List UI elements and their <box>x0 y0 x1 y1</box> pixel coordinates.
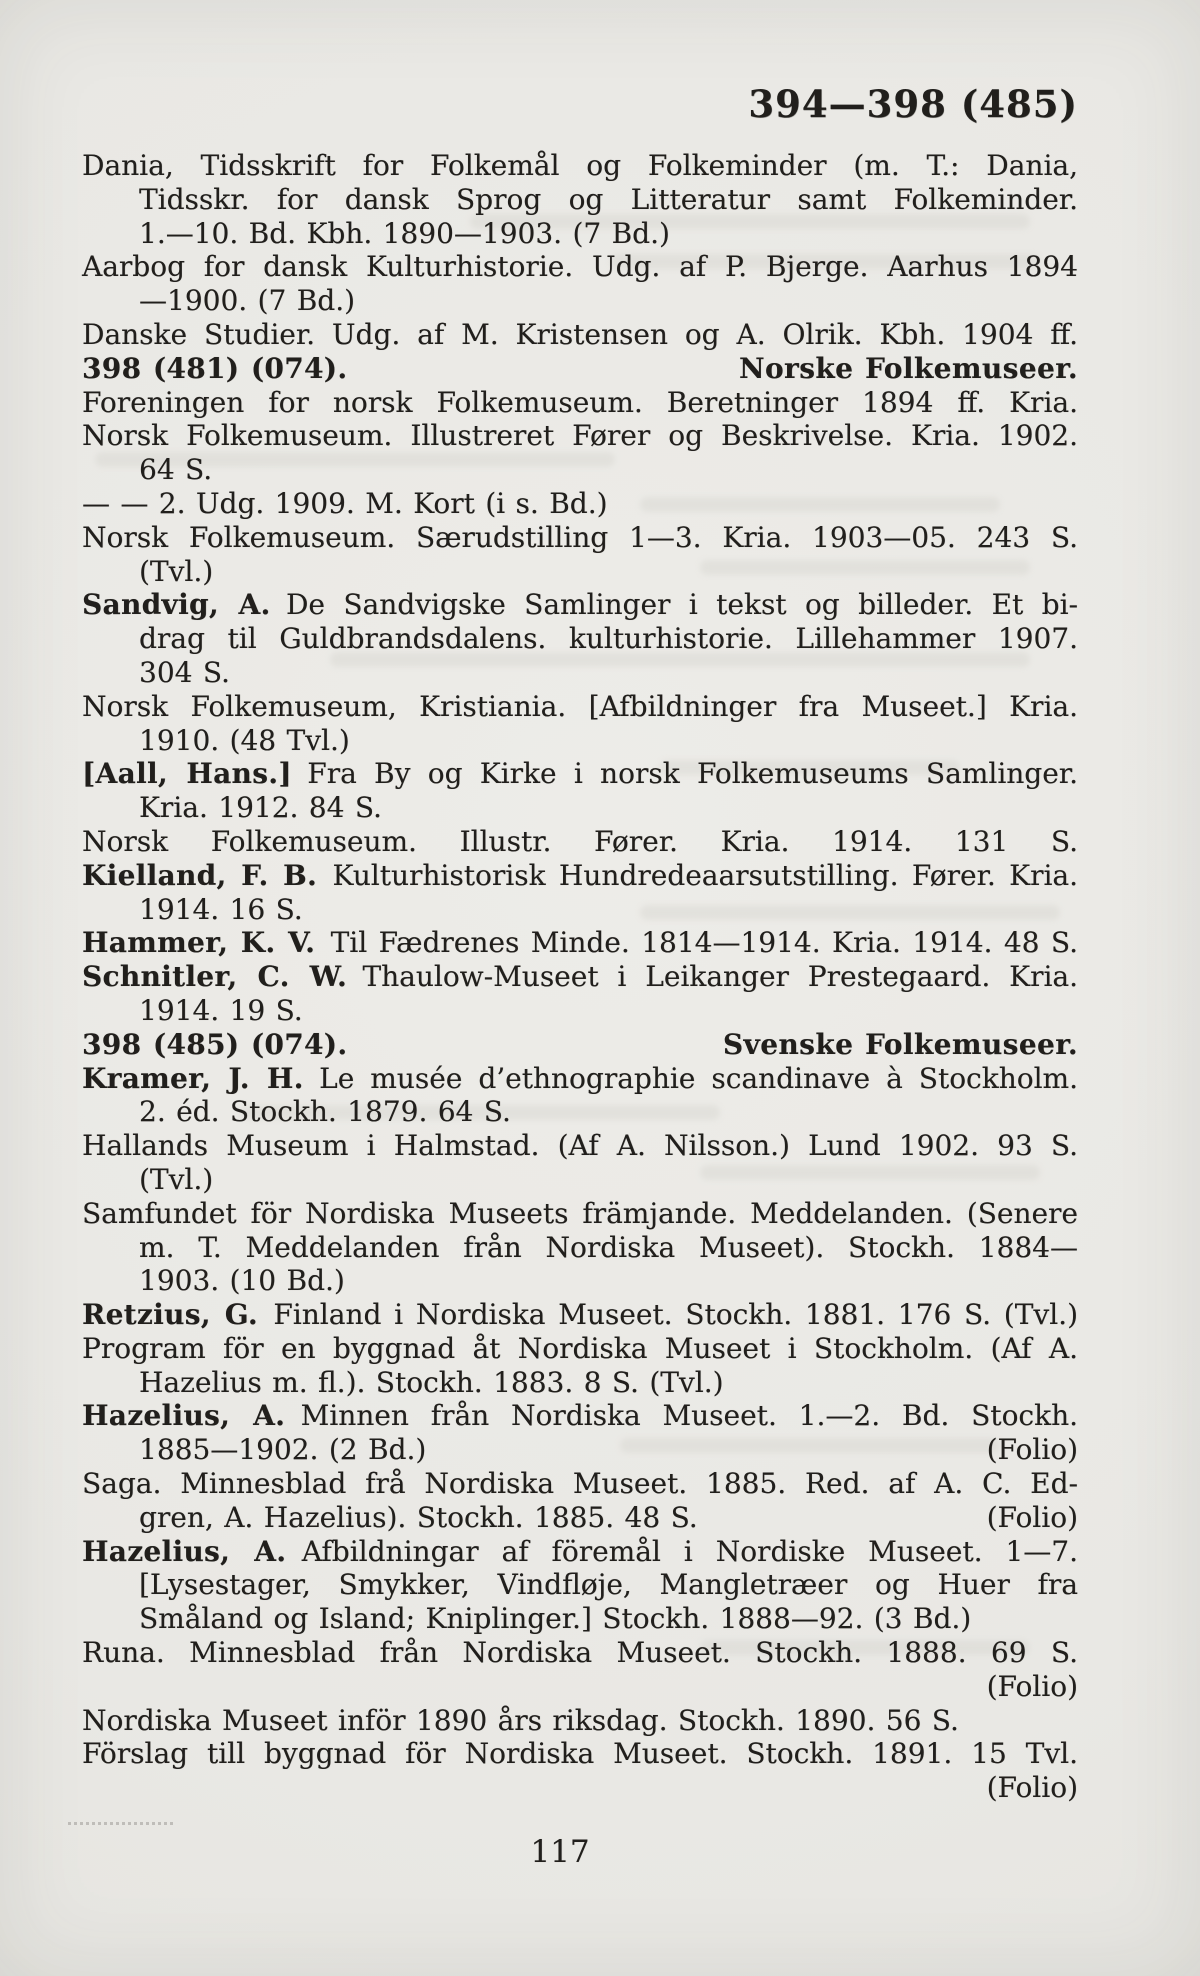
line-left <box>82 1332 1078 1365</box>
entry-text: Förslag till byggnad för Nordiska Museet. Stockh. 1891. 15 Tvl. <box>82 1737 1078 1771</box>
line-left <box>82 1399 1078 1432</box>
text-line <box>82 1231 1078 1265</box>
text-line <box>82 1399 1078 1433</box>
text-line <box>82 183 1078 217</box>
entry-text: Afbildningar af föremål i Nordiske Museet. 1—7. <box>301 1534 1078 1568</box>
text-line <box>82 1433 1078 1467</box>
entry-text: Kulturhistorisk Hundredeaarsutstilling. Fører. Kria. <box>332 858 1078 892</box>
text-line <box>82 791 1078 825</box>
entry-text: —1900. (7 Bd.) <box>139 284 356 318</box>
entry-text: — — 2. Udg. 1909. M. Kort (i s. Bd.) <box>82 486 608 520</box>
entry-text: 1.—10. Bd. Kbh. 1890—1903. (7 Bd.) <box>139 216 670 250</box>
running-head-page-range: 394—398 (485) <box>748 82 1078 126</box>
line-left <box>82 318 1078 351</box>
text-line <box>82 960 1078 994</box>
text-line <box>82 724 1078 758</box>
page-number: 117 <box>530 1834 590 1870</box>
text-line <box>82 1602 1078 1636</box>
text-line <box>82 419 1078 453</box>
entry-text: 304 S. <box>139 655 230 689</box>
line-left <box>82 1062 1078 1095</box>
line-left <box>82 1535 1078 1568</box>
line-left <box>139 1602 971 1635</box>
line-left <box>82 1197 1078 1230</box>
text-line <box>82 1095 1078 1129</box>
entry-text: Saga. Minnesblad frå Nordiska Museet. 1885. Red. af A. C. Ed- <box>82 1467 1078 1501</box>
entry-text: 1910. (48 Tvl.) <box>139 723 350 757</box>
text-line <box>82 859 1078 893</box>
entry-text: Tidsskr. for dansk Sprog og Litteratur samt Folkeminder. <box>139 182 1078 216</box>
entry-text: De Sandvigske Samlinger i tekst og billeder. Et bi- <box>285 588 1078 622</box>
line-left <box>139 994 303 1027</box>
entry-text: Runa. Minnesblad från Nordiska Museet. Stockh. 1888. 69 S. <box>82 1636 1078 1670</box>
line-left <box>82 521 1078 554</box>
line-left <box>82 250 1078 283</box>
author-name: Sandvig, A. <box>82 588 271 622</box>
text-line <box>82 588 1078 622</box>
entry-text: Til Fædrenes Minde. 1814—1914. Kria. 1914. 48 S. <box>330 926 1078 960</box>
bibliography-text-block <box>82 149 1078 1805</box>
section-heading-line <box>82 1028 1078 1062</box>
text-line <box>82 1737 1078 1771</box>
text-line <box>82 1501 1078 1535</box>
text-line <box>82 622 1078 656</box>
text-line <box>82 521 1078 555</box>
text-line <box>82 1704 1078 1738</box>
entry-text: (Tvl.) <box>139 554 214 588</box>
text-line <box>82 1771 1078 1805</box>
text-line <box>82 1568 1078 1602</box>
line-left <box>139 555 213 588</box>
author-name: [Aall, Hans.] <box>82 757 292 791</box>
line-left <box>139 791 382 824</box>
text-line <box>82 555 1078 589</box>
entry-text: Le musée d’ethnographie scandinave à Stockholm. <box>319 1061 1079 1095</box>
line-left <box>82 926 1078 959</box>
line-left <box>82 1737 1078 1770</box>
line-left <box>82 588 1078 621</box>
line-left <box>82 960 1078 993</box>
line-left <box>82 757 1078 790</box>
text-line <box>82 690 1078 724</box>
entry-text: drag til Guldbrandsdalens. kulturhistorie. Lillehammer 1907. <box>139 622 1078 656</box>
text-line <box>82 926 1078 960</box>
line-left <box>82 1467 1078 1500</box>
entry-text: Nordiska Museet inför 1890 års riksdag. Stockh. 1890. 56 S. <box>82 1703 959 1737</box>
format-note-folio: (Folio) <box>986 1771 1078 1805</box>
line-left <box>139 1163 213 1196</box>
entry-text: Minnen från Nordiska Museet. 1.—2. Bd. Stockh. <box>300 1399 1079 1433</box>
text-line <box>82 1366 1078 1400</box>
text-line <box>82 1535 1078 1569</box>
line-left <box>139 183 1078 216</box>
line-left <box>139 893 303 926</box>
line-left <box>139 724 350 757</box>
line-left <box>82 1129 1078 1162</box>
entry-text: Norsk Folkemuseum. Illustreret Fører og Beskrivelse. Kria. 1902. <box>82 419 1078 453</box>
entry-text: [Lysestager, Smykker, Vindfløje, Mangletræer og Huer fra <box>139 1568 1078 1602</box>
classification-number: 398 (485) (074). <box>82 1027 348 1061</box>
format-note-folio: (Folio) <box>986 1500 1078 1534</box>
entry-text: 1914. 16 S. <box>139 892 303 926</box>
entry-text: Finland i Nordiska Museet. Stockh. 1881. 176 S. (Tvl.) <box>273 1298 1079 1332</box>
line-left <box>139 656 230 689</box>
line-left <box>139 1231 1078 1264</box>
text-line <box>82 825 1078 859</box>
entry-text: Norsk Folkemuseum, Kristiania. [Afbildninger fra Museet.] Kria. <box>82 689 1078 723</box>
line-left <box>82 419 1078 452</box>
text-line <box>82 1129 1078 1163</box>
author-name: Hazelius, A. <box>82 1534 287 1568</box>
entry-text: m. T. Meddelanden från Nordiska Museet). Stockh. 1884— <box>139 1230 1078 1264</box>
line-left <box>139 284 355 317</box>
entry-text: Danske Studier. Udg. af M. Kristensen og A. Olrik. Kbh. 1904 ff. <box>82 317 1078 351</box>
text-line <box>82 656 1078 690</box>
section-title: Svenske Folkemuseer. <box>722 1027 1078 1061</box>
text-line <box>82 1163 1078 1197</box>
text-line <box>82 487 1078 521</box>
text-line <box>82 1332 1078 1366</box>
entry-text: Samfundet för Nordiska Museets främjande. Meddelanden. (Senere <box>82 1196 1078 1230</box>
entry-text: gren, A. Hazelius). Stockh. 1885. 48 S. <box>139 1500 698 1534</box>
text-line <box>82 1062 1078 1096</box>
text-line <box>82 284 1078 318</box>
line-left <box>139 453 212 486</box>
section-title: Norske Folkemuseer. <box>738 351 1078 385</box>
text-line <box>82 250 1078 284</box>
page-content <box>82 84 1078 1805</box>
classification-number: 398 (481) (074). <box>82 351 348 385</box>
entry-text: Hallands Museum i Halmstad. (Af A. Nilsson.) Lund 1902. 93 S. <box>82 1129 1078 1163</box>
text-line <box>82 1298 1078 1332</box>
text-line <box>82 757 1078 791</box>
entry-text: Dania, Tidsskrift for Folkemål og Folkeminder (m. T.: Dania, <box>82 149 1078 182</box>
text-line <box>82 1264 1078 1298</box>
author-name: Schnitler, C. W. <box>82 960 348 994</box>
text-line <box>82 217 1078 251</box>
line-left <box>82 690 1078 723</box>
line-left <box>139 217 670 250</box>
text-line <box>82 1197 1078 1231</box>
author-name: Retzius, G. <box>82 1298 258 1332</box>
text-line <box>82 1467 1078 1501</box>
entry-text: 1914. 19 S. <box>139 993 303 1027</box>
entry-text: 64 S. <box>139 453 213 487</box>
entry-text: 1885—1902. (2 Bd.) <box>139 1433 427 1467</box>
author-name: Kramer, J. H. <box>82 1061 304 1095</box>
line-left <box>139 1433 426 1467</box>
line-left <box>139 622 1078 655</box>
line-left <box>82 352 363 386</box>
entry-text: Småland og Island; Kniplinger.] Stockh. 1888—92. (3 Bd.) <box>139 1602 972 1636</box>
line-left <box>82 487 608 520</box>
entry-text: Hazelius m. fl.). Stockh. 1883. 8 S. (Tvl.) <box>139 1365 724 1399</box>
text-line <box>82 149 1078 183</box>
text-line <box>82 994 1078 1028</box>
entry-text: Thaulow-Museet i Leikanger Prestegaard. Kria. <box>362 960 1078 994</box>
line-left <box>82 1028 363 1062</box>
entry-text: 1903. (10 Bd.) <box>139 1264 345 1298</box>
text-line <box>82 1636 1078 1670</box>
entry-text: (Tvl.) <box>139 1162 214 1196</box>
entry-text: Program för en byggnad åt Nordiska Museet i Stockholm. (Af A. <box>82 1331 1078 1365</box>
entry-text: Aarbog for dansk Kulturhistorie. Udg. af P. Bjerge. Aarhus 1894 <box>82 250 1078 284</box>
line-left <box>82 825 1078 858</box>
text-line <box>82 1670 1078 1704</box>
scan-speckle-artifact <box>68 1822 173 1825</box>
entry-text: Norsk Folkemuseum. Særudstilling 1—3. Kria. 1903—05. 243 S. <box>82 520 1078 554</box>
line-left <box>139 1501 698 1535</box>
text-line <box>82 893 1078 927</box>
text-line <box>82 386 1078 420</box>
line-left <box>139 1366 724 1399</box>
author-name: Hazelius, A. <box>82 1399 286 1433</box>
line-left <box>139 1095 511 1128</box>
line-left <box>82 1298 1078 1331</box>
author-name: Kielland, F. B. <box>82 858 318 892</box>
line-left <box>82 149 1078 182</box>
text-line <box>82 453 1078 487</box>
entry-text: Kria. 1912. 84 S. <box>139 791 382 825</box>
line-left <box>82 386 1078 419</box>
entry-text: Fra By og Kirke i norsk Folkemuseums Samlinger. <box>307 757 1079 791</box>
format-note-folio: (Folio) <box>986 1669 1078 1703</box>
entry-text: Foreningen for norsk Folkemuseum. Beretninger 1894 ff. Kria. <box>82 385 1078 419</box>
line-left <box>139 1264 345 1297</box>
entry-text: Norsk Folkemuseum. Illustr. Fører. Kria. 1914. 131 S. <box>82 824 1078 858</box>
line-left <box>139 1568 1078 1601</box>
text-line <box>82 318 1078 352</box>
format-note-folio: (Folio) <box>986 1433 1078 1467</box>
line-left <box>82 1704 959 1737</box>
entry-text: 2. éd. Stockh. 1879. 64 S. <box>139 1095 511 1129</box>
line-left <box>82 1636 1078 1669</box>
author-name: Hammer, K. V. <box>82 926 316 960</box>
line-left <box>82 859 1078 892</box>
section-heading-line <box>82 352 1078 386</box>
